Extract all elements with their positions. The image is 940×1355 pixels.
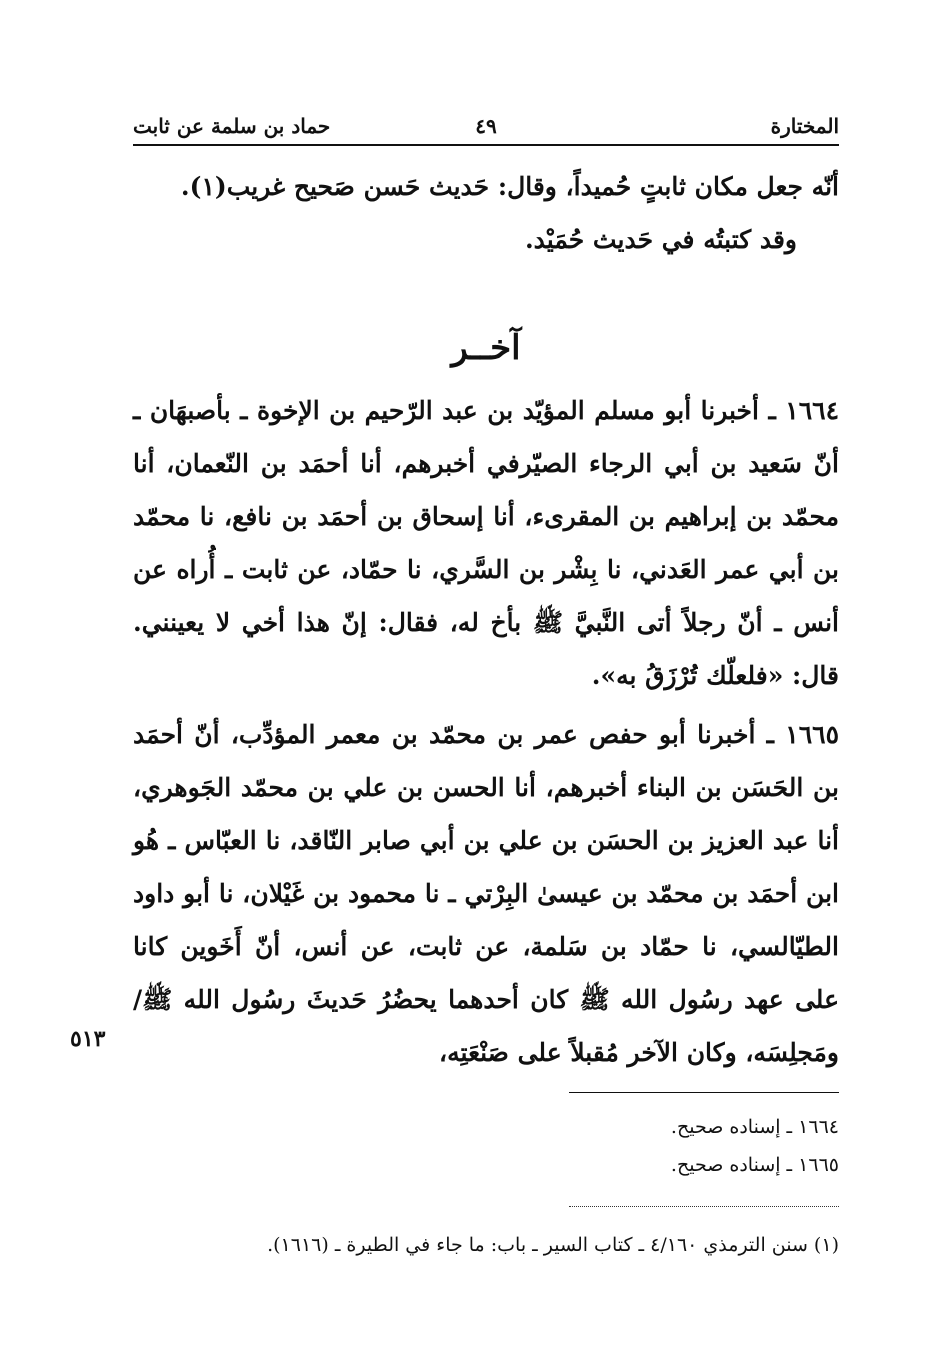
page-number: ٤٩ <box>475 114 497 138</box>
hadith-1664: ١٦٦٤ ـ أخبرنا أبو مسلم المؤيّد بن عبد الرّحيم بن الإخوة ـ بأصبهَان ـ أنّ سَعيد بن أبي الرجاء الصيّرفي أخبرهم، أنا أحمَد بن النّعمان، أنا محمّد بن إبراهيم بن المقرىء، أنا إسحاق بن أحمَد بن نافع، نا محمّد بن أبي عمر العَدني، نا بِشْر بن السَّري، نا حمّاد، عن ثابت ـ أُراه عن أنس ـ أنّ رجلاً أتى النَّبيَّ ﷺ بأخ له، فقال: إنّ هذا أخي لا يعينني. قال: «فلعلّك تُرْزَقُ به». <box>133 396 839 690</box>
intro-text <box>133 160 839 266</box>
section-heading: آخــر <box>451 328 521 368</box>
margin-page-reference: ٥١٣ <box>70 1026 106 1052</box>
note-1664: ١٦٦٤ ـ إسناده صحيح. <box>670 1116 839 1138</box>
footnote-1: (١) سنن الترمذي ٤/١٦٠ ـ كتاب السير ـ باب: ما جاء في الطيرة ـ (١٦١٦). <box>267 1234 839 1256</box>
intro-line-1: أنّه جعل مكان ثابتٍ حُميداً، وقال: حَديث حَسن صَحيح غريب(١). <box>180 172 839 201</box>
intro-line-2: وقد كتبتُه في حَديث حُمَيْد. <box>524 225 797 254</box>
hadith-1665: ١٦٦٥ ـ أخبرنا أبو حفص عمر بن محمّد بن معمر المؤدِّب، أنّ أحمَد بن الحَسَن بن البناء أخبرهم، أنا الحسن بن علي بن محمّد الجَوهري، أنا عبد العزيز بن الحسَن بن علي بن أبي صابر النّاقد، نا العبّاس ـ هُو ابن أحمَد بن محمّد بن عيسىٰ البِرْتي ـ نا محمود بن غَيْلان، نا أبو داود الطيّالسي، نا حمّاد بن سَلمة، عن ثابت، عن أنس، أنّ أَخَوين كانا على عهد رسُول الله ﷺ كان أحدهما يحضُرُ حَديثَ رسُول الله ﷺ/ ومَجلِسَه، وكان الآخر مُقبلاً على صَنْعَتِه، <box>133 720 839 1067</box>
footnote-rule <box>569 1206 839 1207</box>
book-title: المختارة <box>770 114 839 138</box>
header-rule <box>133 144 839 146</box>
page-header <box>133 108 839 144</box>
chapter-title: حماد بن سلمة عن ثابت <box>133 114 331 138</box>
notes-rule <box>569 1092 839 1093</box>
note-1665: ١٦٦٥ ـ إسناده صحيح. <box>670 1154 839 1176</box>
isnad-notes <box>133 1108 839 1184</box>
footnotes <box>133 1226 839 1264</box>
